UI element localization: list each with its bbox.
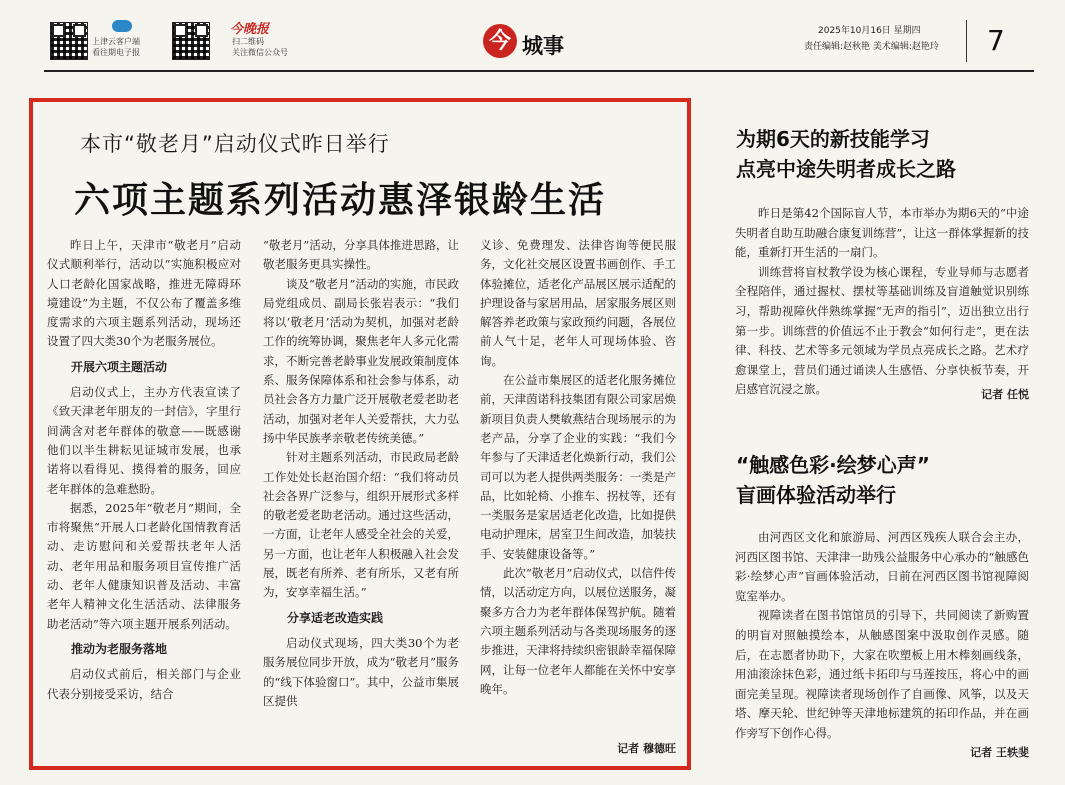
main-byline: 记者 穆德旺 [617, 742, 676, 755]
story3-headline-line1: “触感色彩·绘梦心声” [736, 453, 930, 477]
story3-headline [736, 450, 930, 510]
main-column-2 [263, 236, 459, 756]
newspaper-logo: 今晚报 [230, 22, 270, 37]
story2-byline: 记者 任悦 [981, 388, 1029, 401]
editor-credits: 责任编辑:赵秋艳 美术编辑:赵艳玲 [804, 42, 939, 52]
wechat-promo [232, 36, 288, 58]
issue-date: 2025年10月16日 星期四 [818, 26, 921, 36]
app-promo-line2: 看往期电子报 [92, 48, 140, 57]
header-rule [44, 70, 1034, 72]
paragraph: 义诊、免费理发、法律咨询等便民服务，文化社交展区设置书画创作、手工体验摊位，适老化产品展区展示适配的护理设备与家居用品，居家服务展区则解答养老政策与家政预约问题，各展位前人气十足，老年人可现场体验、咨询。 [480, 238, 676, 368]
paragraph: 此次“敬老月”启动仪式，以信件传情，以活动定方向，以展位送服务，凝聚多方合力为老年群体保驾护航。随着六项主题系列活动与各类现场服务的逐步推进，天津将持续织密银龄幸福保障网，让每一位老年人都能在关怀中安享晚年。 [480, 566, 676, 696]
story2-headline [736, 124, 956, 184]
paragraph: “敬老月”活动，分享具体推进思路，让敬老服务更具实操性。 [263, 238, 459, 272]
paragraph: 启动仪式上，主办方代表宣读了《致天津老年朋友的一封信》，字里行间满含对老年群体的敬意——既感谢他们以半生耕耘见证城市发展，也承诺将以看得见、摸得着的服务，回应老年群体的急难愁盼。 [47, 385, 241, 496]
paragraph: 昨日上午，天津市“敬老月”启动仪式顺利举行，活动以“实施积极应对人口老龄化国家战略，推进无障碍环境建设”为主题，不仅公布了覆盖多维度需求的六项主题系列活动，现场还设置了四大类30个为老服务展位。 [47, 238, 241, 349]
subheading: 分享适老改造实践 [287, 610, 384, 625]
story2-headline-line1: 为期6天的新技能学习 [736, 127, 930, 151]
section-name: 城事 [522, 34, 564, 58]
paragraph: 针对主题系列活动，市民政局老龄工作处处长赵治国介绍：“我们将动员社会各界广泛参与，组织开展形式多样的敬老爱老助老活动。通过这些活动，一方面，让老年人感受全社会的关爱，另一方面，也让老年人积极融入社会发展，既老有所养、老有所乐，又老有所为，安享幸福生活。” [263, 450, 459, 600]
main-column-1 [47, 236, 241, 756]
qr-code-wechat [172, 22, 210, 60]
paragraph: 在公益市集展区的适老化服务摊位前，天津茵诺科技集团有限公司家居焕新项目负责人樊敏燕结合现场展示的为老产品，分享了企业的实践：“我们今年参与了天津适老化焕新行动，我们公司可以为老人提供两类服务：一类是产品，比如轮椅、小推车、拐杖等，还有一类服务是家居适老化改造，比如提供电动护理床，居室卫生间改造，加装扶手、安装健康设备等。” [480, 373, 676, 561]
page-number: 7 [987, 24, 1005, 57]
section-mark-icon: 今 [483, 24, 517, 58]
subheading: 开展六项主题活动 [71, 359, 168, 374]
paragraph: 视障读者在图书馆馆员的引导下，共同阅读了新购置的明盲对照触摸绘本，从触感图案中汲取创作灵感。随后，在志愿者协助下，大家在吹塑板上用木棒刻画线条，用油滚涂抹色彩，通过纸卡拓印与马莲按压，将心中的画面完美呈现。视障读者现场创作了自画像、风筝，以及天塔、摩天轮、世纪钟等天津地标建筑的拓印作品，并在画作旁写下创作心得。 [735, 608, 1029, 740]
header-divider [966, 20, 967, 62]
main-column-3 [480, 236, 676, 728]
story2-headline-line2: 点亮中途失明者成长之路 [736, 157, 956, 181]
wechat-promo-line1: 扫二维码 [232, 37, 264, 46]
wechat-promo-line2: 关注微信公众号 [232, 48, 288, 57]
subheading: 推动为老服务落地 [71, 641, 168, 656]
qr-code-app [50, 22, 88, 60]
story3-body [735, 528, 1029, 738]
app-promo-line1: 上津云客户端 [92, 37, 140, 46]
app-promo [92, 36, 140, 58]
main-kicker: 本市“敬老月”启动仪式昨日举行 [80, 132, 390, 156]
story3-byline: 记者 王轶斐 [970, 746, 1029, 759]
paragraph: 启动仪式前后，相关部门与企业代表分别接受采访，结合 [47, 667, 241, 701]
story3-headline-line2: 盲画体验活动举行 [736, 483, 896, 507]
paragraph: 由河西区文化和旅游局、河西区残疾人联合会主办，河西区图书馆、天津津一助残公益服务中心承办的“触感色彩·绘梦心声”盲画体验活动，日前在河西区图书馆视障阅览室举办。 [735, 530, 1029, 603]
paragraph: 训练营将盲杖教学设为核心课程，专业导师与志愿者全程陪伴，通过握杖、摆杖等基础训练及盲道触觉识别练习，帮助视障伙伴熟练掌握“无声的指引”，迈出独立出行第一步。训练营的价值远不止于教会“如何行走”，更在法律、科技、艺术等多元领域为学员点亮成长之路。艺术疗愈课堂上，营员们通过诵读人生感悟、分享快板节奏，开启感官沉浸之旅。 [735, 264, 1029, 397]
cloud-logo-icon [112, 20, 132, 32]
paragraph: 谈及“敬老月”活动的实施，市民政局党组成员、副局长张岩表示：“我们将以‘敬老月’活动为契机，加强对老龄工作的统筹协调，聚焦老年人多元化需求，不断完善老龄事业发展政策制度体系、服务保障体系和社会参与体系，动员社会各方力量广泛开展敬老爱老助老活动，加强对老年人关爱帮扶，大力弘扬中华民族孝亲敬老传统美德。” [263, 276, 459, 445]
paragraph: 昨日是第42个国际盲人节，本市举办为期6天的“中途失明者自助互助融合康复训练营”，让这一群体掌握新的技能，重新打开生活的一扇门。 [735, 206, 1029, 260]
paragraph: 启动仪式现场，四大类30个为老服务展位同步开放，成为“敬老月”服务的“线下体验窗口”。其中，公益市集展区提供 [263, 635, 459, 708]
main-headline: 六项主题系列活动惠泽银龄生活 [74, 179, 607, 221]
paragraph: 据悉，2025年“敬老月”期间，全市将聚焦“开展人口老龄化国情教育活动、走访慰问和关爱帮扶老年人活动、老年用品和服务项目宣传推广活动、老年人健康知识普及活动、丰富老年人精神文化生活活动、法律服务助老活动”等六项主题开展系列活动。 [47, 500, 241, 631]
